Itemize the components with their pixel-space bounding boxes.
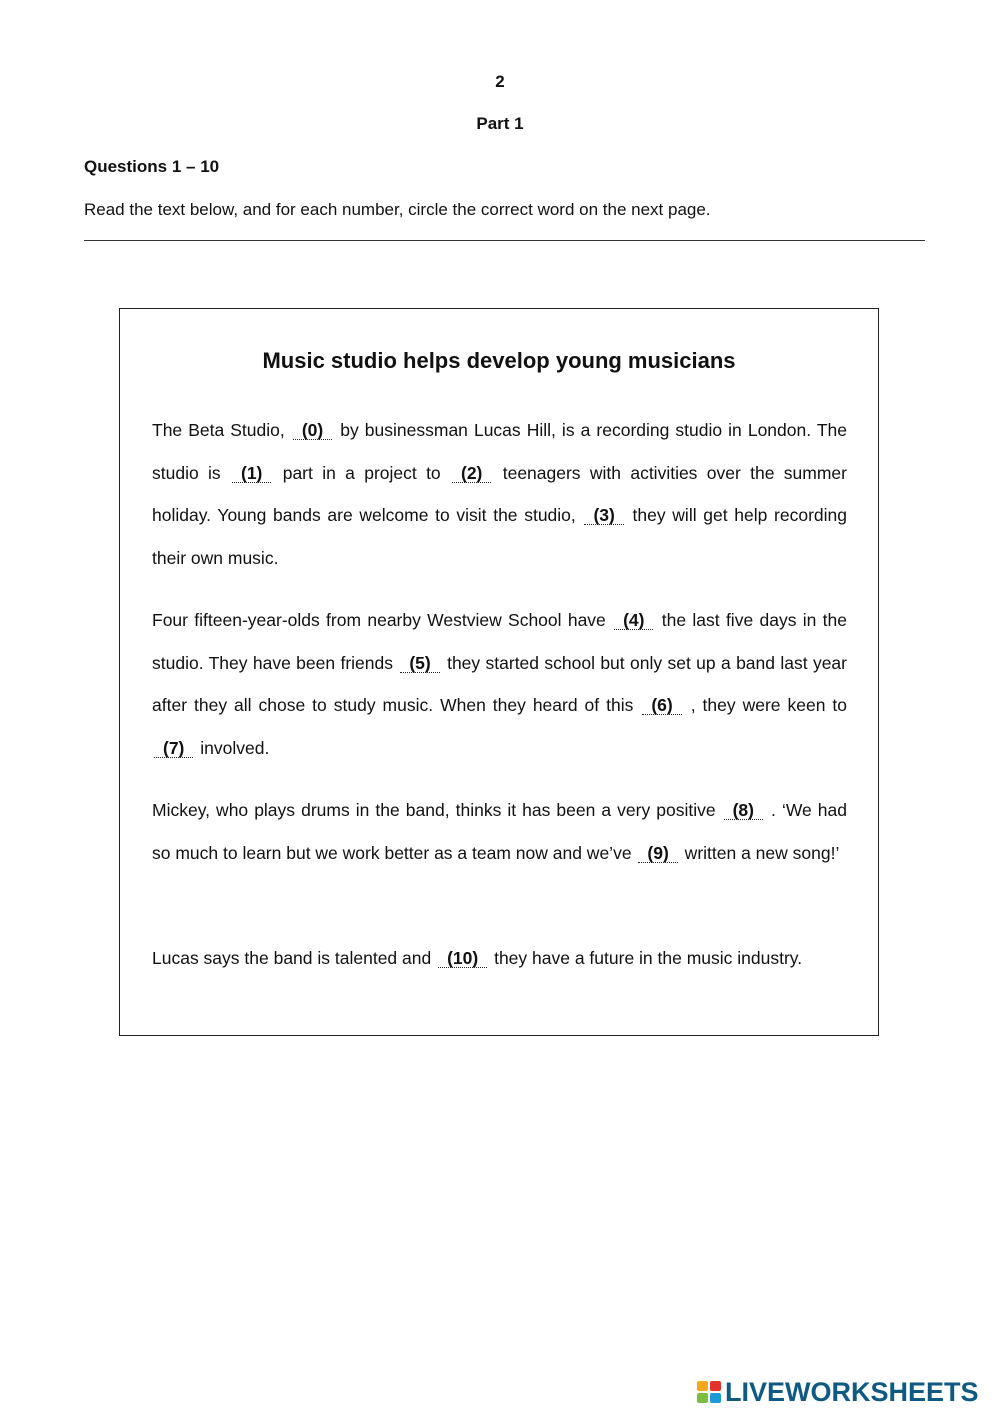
paragraph-text: by businessman Lucas Hill, is a recording studio in London. The studio is <box>152 420 847 483</box>
article-paragraph-4 <box>152 937 847 980</box>
logo-text: LIVEWORKSHEETS <box>725 1377 979 1407</box>
paragraph-text: the last five days in the studio. They have been friends <box>152 610 847 673</box>
article-paragraph-3 <box>152 789 847 874</box>
paragraph-text: written a new song!’ <box>679 842 840 863</box>
divider-line <box>84 240 925 241</box>
paragraph-text: . ‘We had so much to learn but we work better as a team now and we’ve <box>152 800 847 863</box>
gap-marker[interactable]: (5) <box>400 654 439 673</box>
gap-marker[interactable]: (4) <box>614 611 653 630</box>
liveworksheets-logo <box>697 1377 979 1408</box>
article-paragraph-2 <box>152 599 847 769</box>
gap-marker[interactable]: (1) <box>232 464 271 483</box>
gap-marker[interactable]: (9) <box>638 844 677 863</box>
logo-square-1 <box>697 1381 708 1391</box>
paragraph-text: The Beta Studio, <box>152 420 291 440</box>
gap-marker[interactable]: (0) <box>293 421 332 440</box>
paragraph-text: part in a project to <box>273 462 450 483</box>
paragraph-text: Four fifteen-year-olds from nearby Westview School have <box>152 610 613 630</box>
logo-square-4 <box>710 1393 721 1403</box>
logo-icon <box>697 1381 723 1405</box>
article-title: Music studio helps develop young musicians <box>262 348 736 373</box>
questions-heading: Questions 1 – 10 <box>84 157 220 176</box>
part-title: Part 1 <box>476 114 524 133</box>
paragraph-text: Lucas says the band is talented and <box>152 948 437 968</box>
paragraph-text: they will get help recording their own music. <box>152 505 848 568</box>
gap-marker[interactable]: (6) <box>642 696 681 715</box>
paragraph-text: they started school but only set up a band last year after they all chose to study music. When they heard of this <box>152 652 847 715</box>
gap-marker[interactable]: (8) <box>724 801 763 820</box>
gap-marker[interactable]: (3) <box>584 506 623 525</box>
gap-marker[interactable]: (2) <box>452 464 491 483</box>
gap-marker[interactable]: (7) <box>154 739 193 758</box>
gap-marker[interactable]: (10) <box>438 949 487 968</box>
page-number: 2 <box>495 72 505 91</box>
paragraph-text: Mickey, who plays drums in the band, thinks it has been a very positive <box>152 800 722 820</box>
logo-square-2 <box>710 1381 721 1391</box>
logo-square-3 <box>697 1393 708 1403</box>
paragraph-text: , they were keen to <box>683 695 847 715</box>
paragraph-text: teenagers with activities over the summer holiday. Young bands are welcome to visit the studio, <box>152 462 847 525</box>
paragraph-text: they have a future in the music industry. <box>489 948 803 968</box>
instructions-text: Read the text below, and for each number, circle the correct word on the next page. <box>84 200 711 219</box>
paragraph-text: involved. <box>195 737 270 758</box>
article-paragraph-1 <box>152 409 847 579</box>
